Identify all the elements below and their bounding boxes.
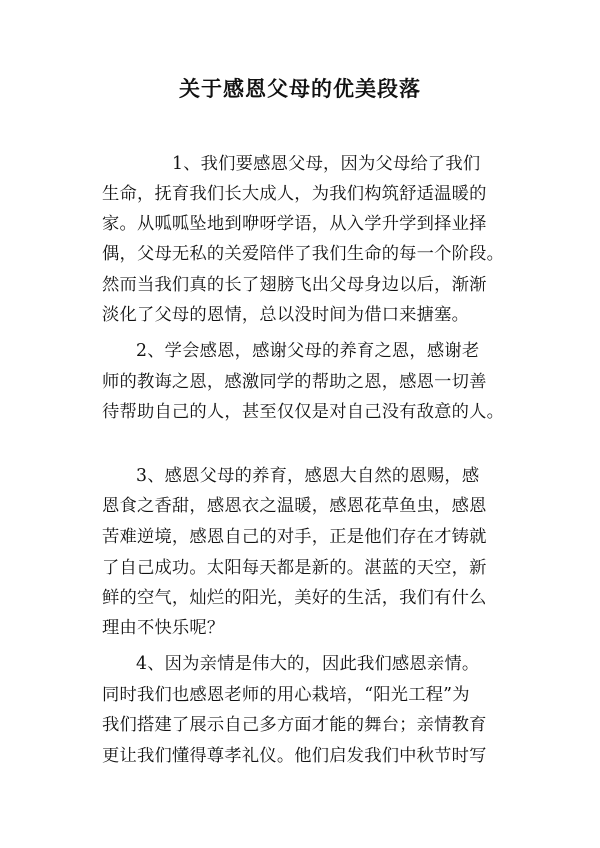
paragraph-3-line-2: 恩食之香甜，感恩衣之温暖，感恩花草鱼虫，感恩 [102,496,487,516]
paragraph-3-line-6: 理由不快乐呢？ [102,618,225,638]
paragraph-3-line-4: 了自己成功。太阳每天都是新的。湛蓝的天空，新 [102,558,487,578]
paragraph-4-line-3: 我们搭建了展示自己多方面才能的舞台；亲情教育 [102,715,487,735]
paragraph-4-line-2: 同时我们也感恩老师的用心栽培，“阳光工程”为 [102,685,470,705]
paragraph-1-line-2: 生命，抚育我们长大成人，为我们构筑舒适温暖的 [102,184,487,204]
paragraph-3-line-3: 苦难逆境，感恩自己的对手，正是他们存在才铸就 [102,527,487,547]
paragraph-2-line-2: 师的教诲之恩，感激同学的帮助之恩，感恩一切善 [102,372,487,392]
paragraph-3-line-5: 鲜的空气，灿烂的阳光，美好的生活，我们有什么 [102,588,487,608]
paragraph-1-line-6: 淡化了父母的恩情，总以没时间为借口来搪塞。 [102,305,470,325]
paragraph-4-line-1: 4、因为亲情是伟大的，因此我们感恩亲情。 [136,654,480,674]
paragraph-1-line-3: 家。从呱呱坠地到咿呀学语，从入学升学到择业择 [102,214,487,234]
paragraph-3-line-1: 3、感恩父母的养育，感恩大自然的恩赐，感 [136,466,480,486]
paragraph-1-line-1: 1、我们要感恩父母，因为父母给了我们 [172,154,481,174]
paragraph-4-line-4: 更让我们懂得尊孝礼仪。他们启发我们中秋节时写 [102,746,487,766]
paragraph-1-line-5: 然而当我们真的长了翅膀飞出父母身边以后，渐渐 [102,275,487,295]
paragraph-2-line-1: 2、学会感恩，感谢父母的养育之恩，感谢老 [136,341,480,361]
paragraph-2-line-3: 待帮助自己的人，甚至仅仅是对自己没有敌意的人。 [102,402,505,422]
document-title: 关于感恩父母的优美段落 [179,77,421,101]
paragraph-1-line-4: 偶，父母无私的关爱陪伴了我们生命的每一个阶段。 [102,244,505,264]
